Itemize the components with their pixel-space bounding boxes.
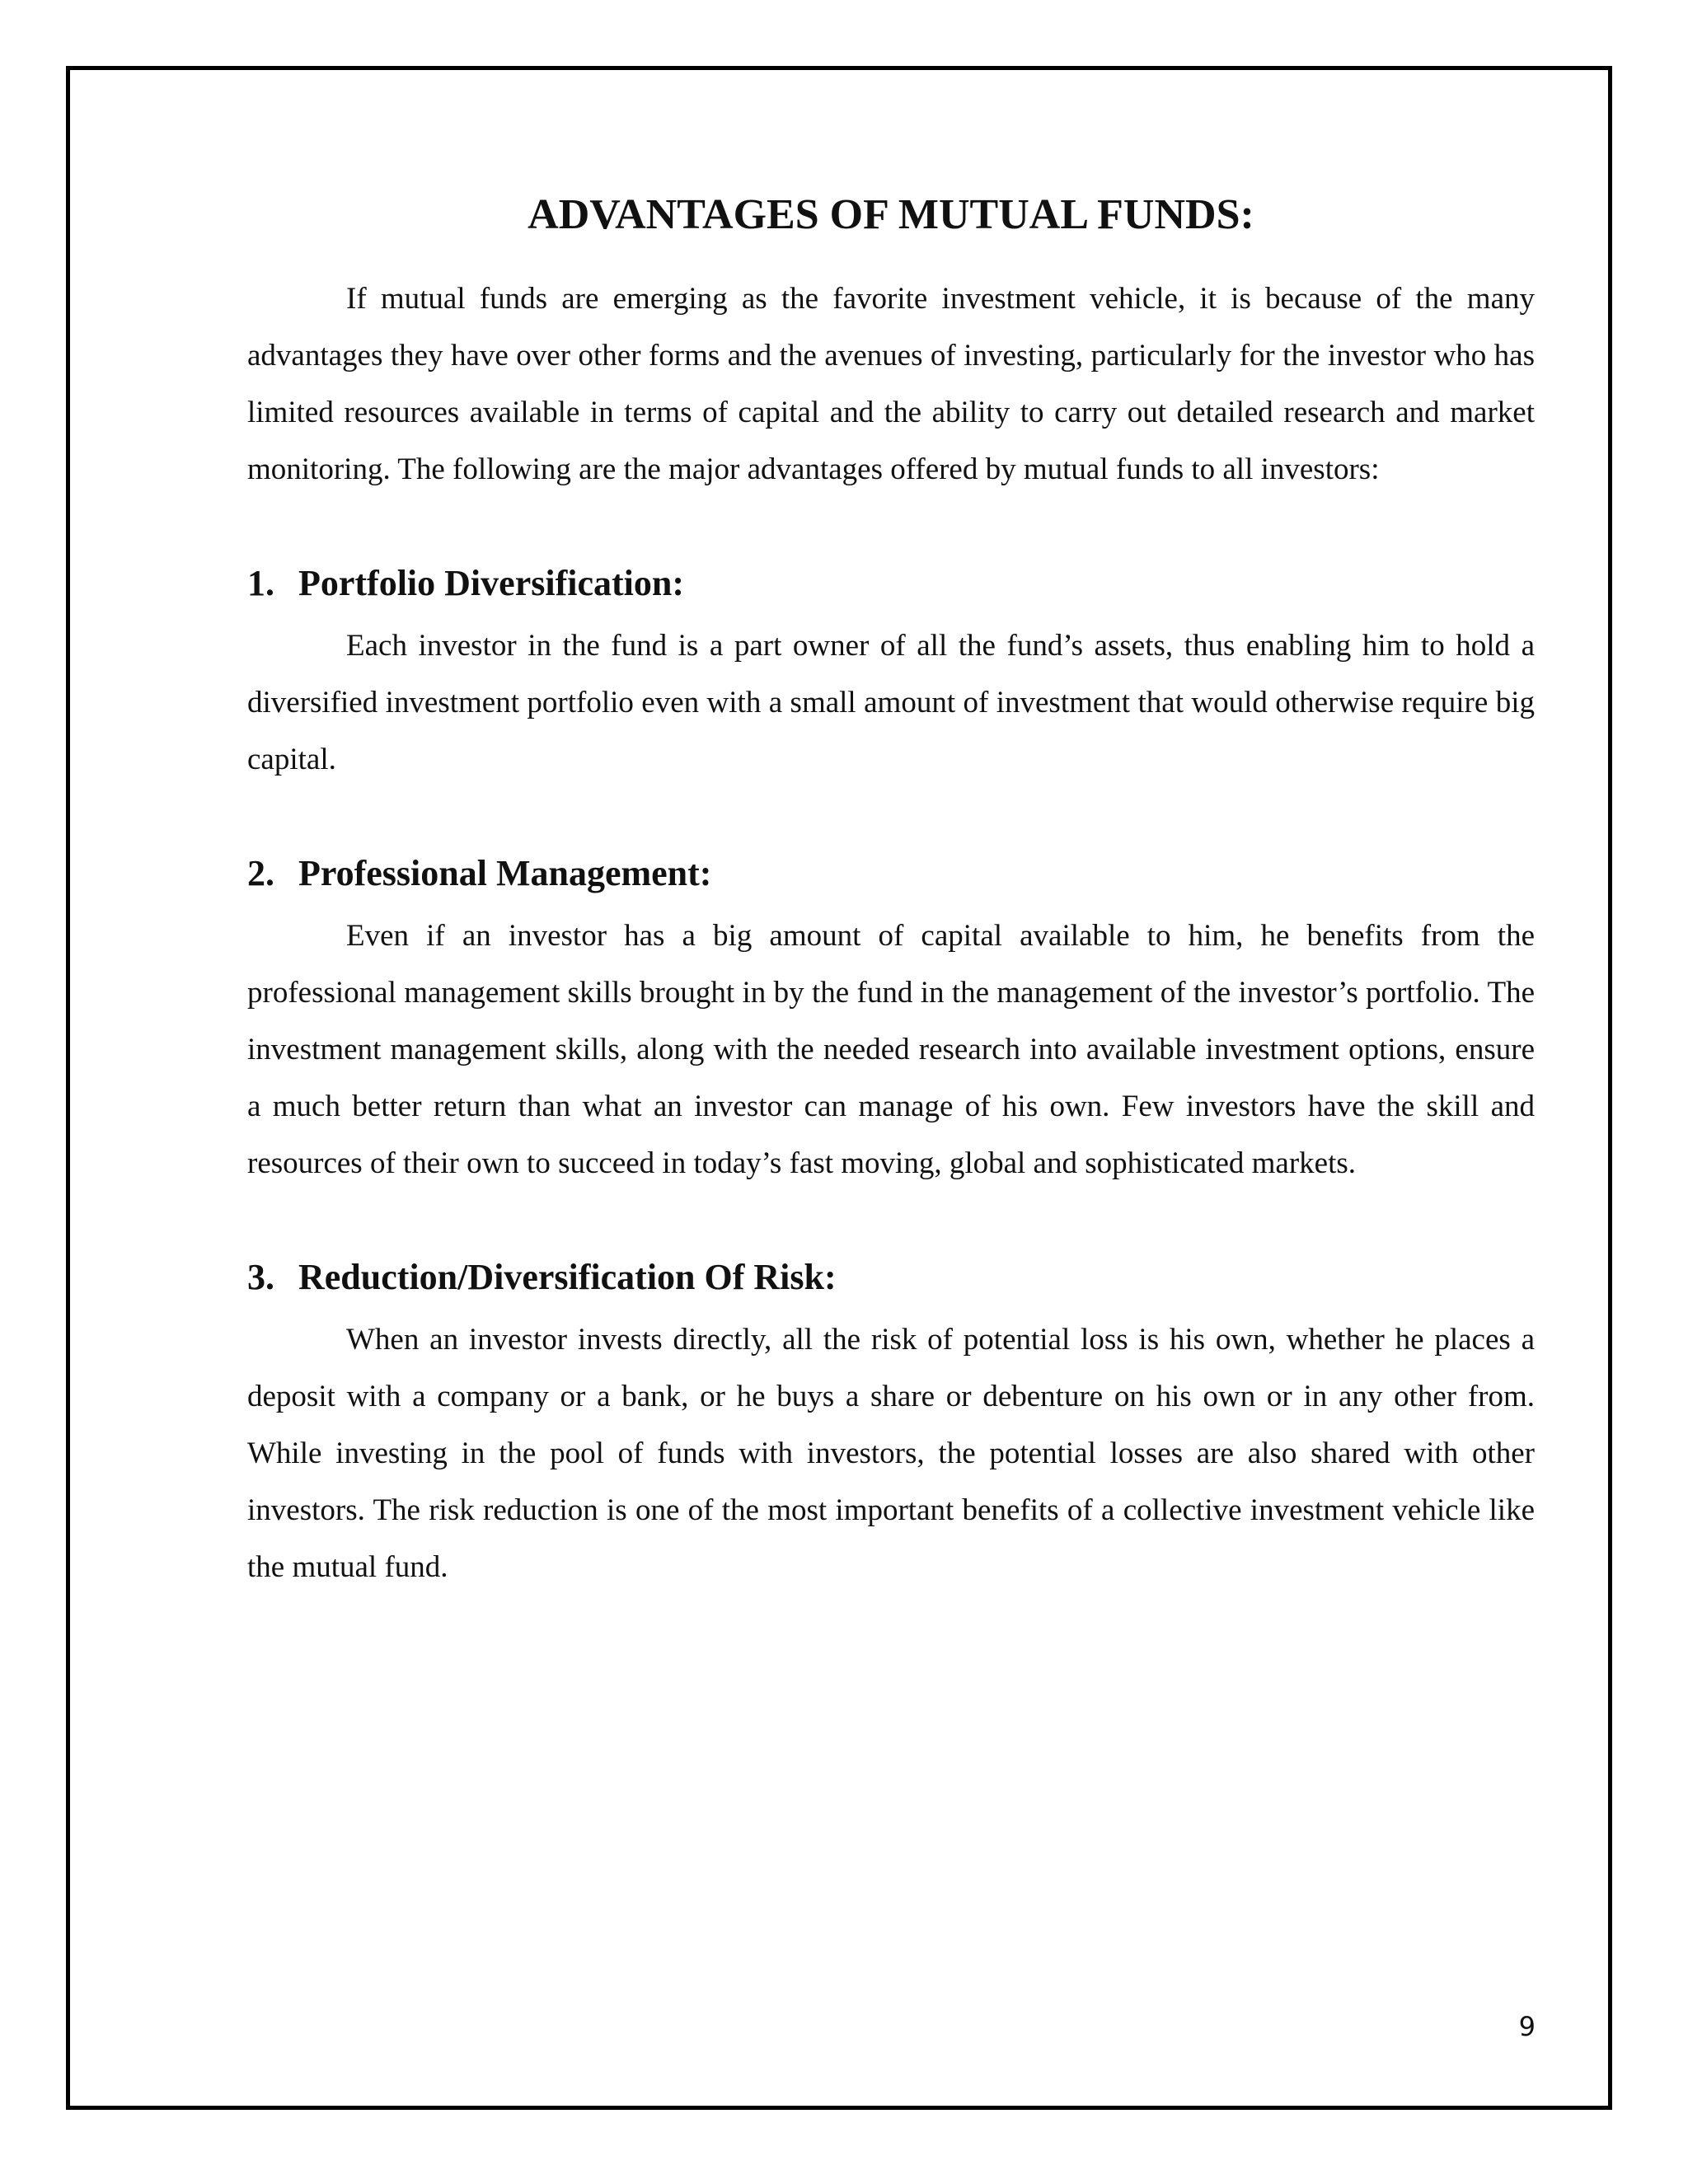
page-title: ADVANTAGES OF MUTUAL FUNDS: <box>528 191 1254 238</box>
section-title: Professional Management: <box>298 853 712 894</box>
section-risk-reduction <box>247 1256 1535 1596</box>
intro-paragraph: If mutual funds are emerging as the favorite investment vehicle, it is because of the many advantages they have over other forms and the avenues of investing, particularly for the investor who has limited resources available in terms of capital and the ability to carry out detailed research and market monitoring. The following are the major advantages offered by mutual funds to all investors: <box>247 282 1535 487</box>
section-heading <box>247 1256 1535 1300</box>
section-body: When an investor invests directly, all the risk of potential loss is his own, whether he places a deposit with a company or a bank, or he buys a share or debenture on his own or in any other from. While investing in the pool of funds with investors, the potential losses are also shared with other investors. The risk reduction is one of the most important benefits of a collective investment vehicle like the mutual fund. <box>247 1322 1535 1584</box>
page-number: 9 <box>1518 2011 1536 2042</box>
section-number: 3. <box>247 1256 274 1297</box>
section-title: Reduction/Diversification Of Risk: <box>298 1256 837 1297</box>
section-body: Even if an investor has a big amount of capital available to him, he benefits from the professional management skills brought in by the fund in the management of the investor’s portfolio. The investment management skills, along with the needed research into available investment options, ensure a much better return than what an investor can manage of his own. Few investors have the skill and resources of their own to succeed in today’s fast moving, global and sophisticated markets. <box>247 918 1535 1180</box>
section-portfolio-diversification <box>247 562 1535 788</box>
page-content <box>247 190 1535 1596</box>
section-heading <box>247 562 1535 606</box>
section-heading <box>247 852 1535 896</box>
section-number: 2. <box>247 853 274 894</box>
section-professional-management <box>247 852 1535 1192</box>
section-body: Each investor in the fund is a part owner of all the fund’s assets, thus enabling him to hold a diversified investment portfolio even with a small amount of investment that would otherwise require big capital. <box>247 629 1535 777</box>
section-number: 1. <box>247 563 274 604</box>
section-title: Portfolio Diversification: <box>298 563 684 604</box>
